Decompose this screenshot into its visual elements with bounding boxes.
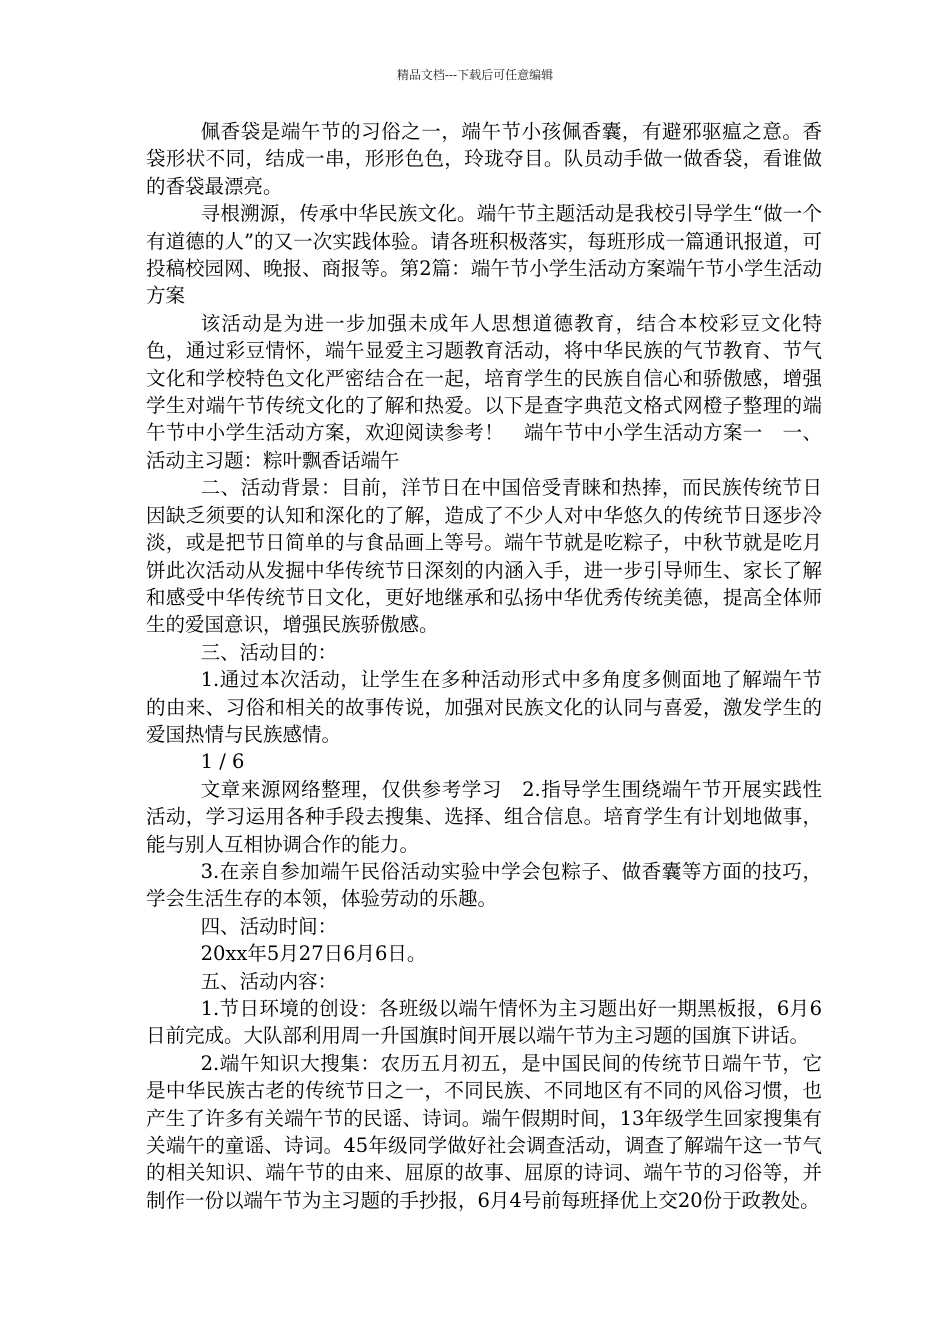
paragraph: 佩香袋是端午节的习俗之一，端午节小孩佩香囊，有避邪驱瘟之意。香袋形状不同，结成一串，形形色色，玲珑夺目。队员动手做一做香袋，看谁做的香袋最漂亮。 bbox=[146, 120, 822, 198]
paragraph: 该活动是为进一步加强未成年人思想道德教育，结合本校彩豆文化特色，通过彩豆情怀，端午显爱主习题教育活动，将中华民族的气节教育、节气文化和学校特色文化严密结合在一起，培育学生的民族自信心和骄傲感，增强学生对端午节传统文化的了解和热爱。以下是查字典范文格式网橙子整理的端午节中小学生活动方案，欢迎阅读参考！ 端午节中小学生活动方案一 一、活动主习题：粽叶飘香话端午 bbox=[146, 311, 822, 472]
paragraph: 二、活动背景：目前，洋节日在中国倍受青睐和热捧，而民族传统节日因缺乏须要的认知和深化的了解，造成了不少人对中华悠久的传统节日逐步冷淡，或是把节日简单的与食品画上等号。端午节就是吃粽子，中秋节就是吃月饼此次活动从发掘中华传统节日深刻的内涵入手，进一步引导师生、家长了解和感受中华传统节日文化，更好地继承和弘扬中华优秀传统美德，提高全体师生的爱国意识，增强民族骄傲感。 bbox=[146, 476, 822, 637]
paragraph: 1.通过本次活动，让学生在多种活动形式中多角度多侧面地了解端午节的由来、习俗和相关的故事传说，加强对民族文化的认同与喜爱，激发学生的爱国热情与民族感情。 bbox=[146, 668, 822, 746]
paragraph: 1.节日环境的创设：各班级以端午情怀为主习题出好一期黑板报，6月6日前完成。大队部利用周一升国旗时间开展以端午节为主习题的国旗下讲话。 bbox=[146, 997, 822, 1048]
paragraph: 文章来源网络整理，仅供参考学习 2.指导学生围绕端午节开展实践性活动，学习运用各种手段去搜集、选择、组合信息。培育学生有计划地做事，能与别人互相协调合作的能力。 bbox=[146, 777, 822, 856]
section-heading: 四、活动时间： bbox=[200, 914, 338, 938]
section-heading: 五、活动内容： bbox=[200, 969, 338, 993]
page-number: 1 / 6 bbox=[200, 750, 245, 774]
document-body bbox=[146, 118, 822, 1214]
section-heading: 三、活动目的： bbox=[200, 640, 338, 664]
paragraph: 寻根溯源，传承中华民族文化。端午节主题活动是我校引导学生“做一个有道德的人”的又一次实践体验。请各班积极落实，每班形成一篇通讯报道，可投稿校园网、晚报、商报等。第2篇：端午节小学生活动方案端午节小学生活动方案 bbox=[146, 202, 822, 308]
paragraph: 2.端午知识大搜集：农历五月初五，是中国民间的传统节日端午节，它是中华民族古老的传统节日之一，不同民族、不同地区有不同的风俗习惯，也产生了许多有关端午节的民谣、诗词。端午假期时间，13年级学生回家搜集有关端午的童谣、诗词。45年级同学做好社会调查活动，调查了解端午这一节气的相关知识、端午节的由来、屈原的故事、屈原的诗词、端午节的习俗等，并制作一份以端午节为主习题的手抄报，6月4号前每班择优上交20份于政教处。 bbox=[146, 1051, 822, 1212]
paragraph: 20xx年5月27日6月6日。 bbox=[200, 942, 427, 966]
page-header: 精品文档---下载后可任意编辑 bbox=[396, 68, 554, 82]
paragraph: 3.在亲自参加端午民俗活动实验中学会包粽子、做香囊等方面的技巧，学会生活生存的本领，体验劳动的乐趣。 bbox=[146, 859, 822, 911]
